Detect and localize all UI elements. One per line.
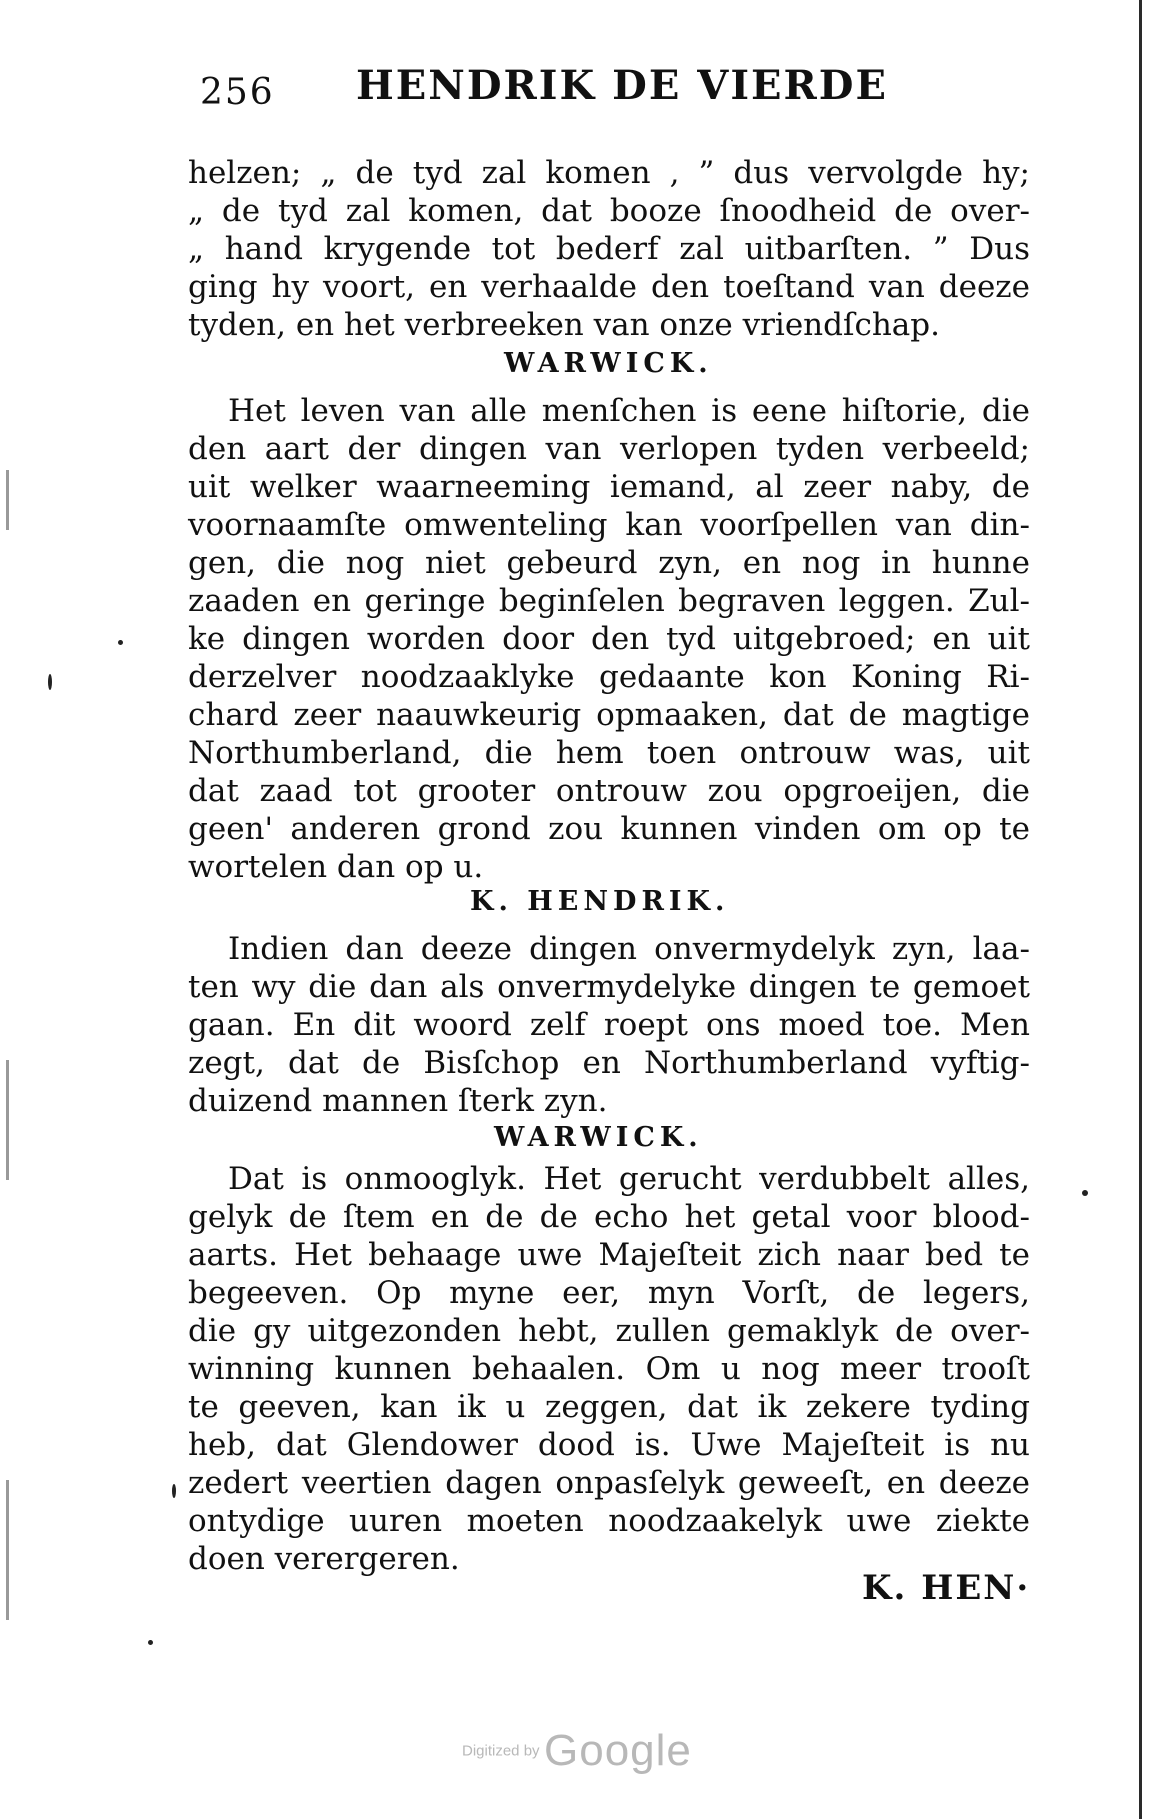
catchword: K. HEN· [862,1568,1031,1608]
margin-mark [6,1480,9,1620]
watermark-prefix: Digitized by [462,1742,540,1760]
text-line: derzelver noodzaaklyke gedaante kon Koning Ri- [188,659,1030,695]
running-header [200,62,900,122]
text-line: Het leven van alle menſchen is eene hiſtorie, die [228,393,1030,429]
running-title: HENDRIK DE VIERDE [356,62,888,109]
text-line: Dat is onmooglyk. Het gerucht verdubbelt alles, [228,1161,1030,1197]
text-line: zegt, dat de Bisſchop en Northumberland vyftig- [188,1045,1030,1081]
text-line: wortelen dan op u. [188,849,484,885]
text-line: dat zaad tot grooter ontrouw zou opgroeijen, die [188,773,1030,809]
ink-speck [118,640,123,645]
text-line: zaaden en geringe beginſelen begraven leggen. Zul- [188,583,1030,619]
page-number: 256 [200,72,275,113]
ink-speck [48,674,52,690]
text-line: helzen; „ de tyd zal komen , ” dus vervolgde hy; [188,155,1030,191]
text-line: den aart der dingen van verlopen tyden verbeeld; [188,431,1030,467]
text-line: die gy uitgezonden hebt, zullen gemaklyk de over- [188,1313,1030,1349]
text-line: duizend mannen ſterk zyn. [188,1083,608,1119]
speaker-warwick-2: WARWICK. [494,1122,703,1153]
paragraph-warwick-1 [188,392,1030,886]
text-line: voornaamſte omwenteling kan voorſpellen van din- [188,507,1030,543]
text-line: Northumberland, die hem toen ontrouw was, uit [188,735,1030,771]
margin-mark [6,470,9,530]
paragraph-warwick-2 [188,1160,1030,1578]
digitized-by-google-watermark [462,1726,692,1776]
speaker-warwick-1: WARWICK. [504,348,713,379]
text-line: ke dingen worden door den tyd uitgebroed; en uit [188,621,1030,657]
text-line: aarts. Het behaage uwe Majeſteit zich naar bed te [188,1237,1030,1273]
ink-speck [1082,1190,1088,1196]
text-line: ontydige uuren moeten noodzaakelyk uwe ziekte [188,1503,1030,1539]
text-line: gaan. En dit woord zelf roept ons moed toe. Men [188,1007,1030,1043]
watermark-brand: Google [544,1726,692,1775]
text-line: begeeven. Op myne eer, myn Vorſt, de legers, [188,1275,1030,1311]
text-line: tyden, en het verbreeken van onze vriendſchap. [188,307,940,343]
text-line: te geeven, kan ik u zeggen, dat ik zekere tyding [188,1389,1030,1425]
speaker-k-hendrik: K. HENDRIK. [470,886,730,917]
text-line: uit welker waarneeming iemand, al zeer naby, de [188,469,1030,505]
text-line: chard zeer naauwkeurig opmaaken, dat de magtige [188,697,1030,733]
text-line: „ hand krygende tot bederf zal uitbarſten. ” Dus [188,231,1030,267]
margin-mark [6,1060,9,1180]
page-edge-line [1139,0,1142,1819]
paragraph-k-hendrik [188,930,1030,1120]
paragraph-continuation [188,154,1030,344]
text-line: ging hy voort, en verhaalde den toeſtand van deeze [188,269,1030,305]
text-line: „ de tyd zal komen, dat booze ſnoodheid de over- [188,193,1030,229]
text-line: zedert veertien dagen onpasſelyk geweeſt, en deeze [188,1465,1030,1501]
text-line: ten wy die dan als onvermydelyke dingen te gemoet [188,969,1030,1005]
text-line: winning kunnen behaalen. Om u nog meer trooſt [188,1351,1030,1387]
text-line: doen verergeren. [188,1541,460,1577]
text-line: gelyk de ſtem en de de echo het getal voor blood- [188,1199,1030,1235]
text-line: geen' anderen grond zou kunnen vinden om op te [188,811,1030,847]
text-line: gen, die nog niet gebeurd zyn, en nog in hunne [188,545,1030,581]
ink-speck [148,1640,153,1645]
text-line: Indien dan deeze dingen onvermydelyk zyn, laa- [228,931,1030,967]
ink-speck [172,1484,176,1498]
text-line: heb, dat Glendower dood is. Uwe Majeſteit is nu [188,1427,1030,1463]
